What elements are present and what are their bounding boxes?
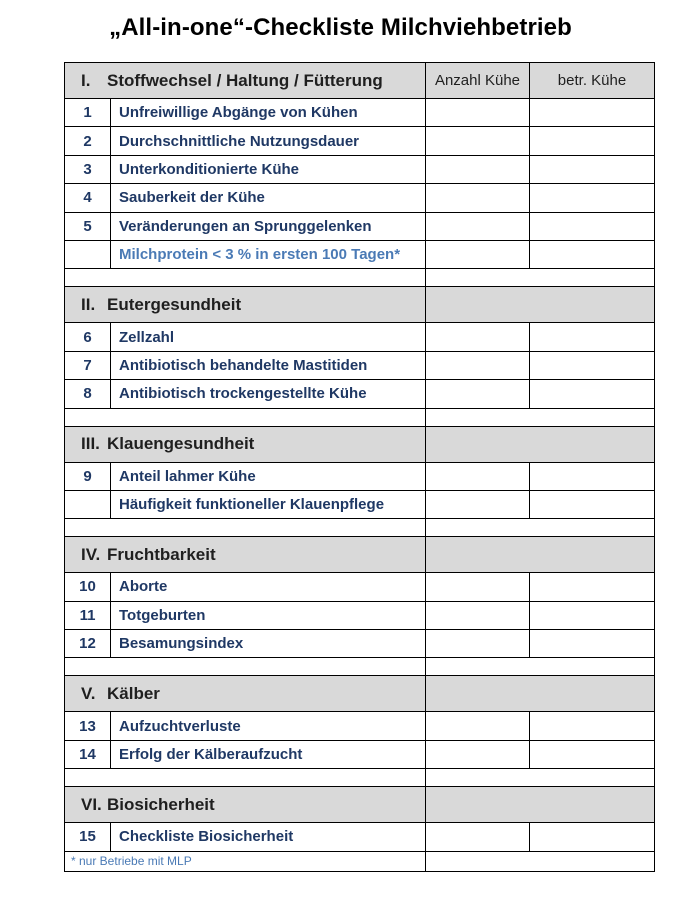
row-label: Unfreiwillige Abgänge von Kühen xyxy=(111,99,426,127)
section-name: Kälber xyxy=(107,683,160,703)
row-label: Anteil lahmer Kühe xyxy=(111,462,426,490)
section-title xyxy=(65,63,426,99)
betr-kuehe-cell[interactable] xyxy=(530,490,655,518)
table-row xyxy=(65,740,655,768)
table-row xyxy=(65,99,655,127)
section-roman-numeral: IV. xyxy=(81,544,101,564)
row-label: Aborte xyxy=(111,573,426,601)
section-name: Fruchtbarkeit xyxy=(107,544,216,564)
spacer-cell xyxy=(65,408,426,426)
table-row xyxy=(65,380,655,408)
anzahl-kuehe-cell[interactable] xyxy=(426,573,530,601)
checklist-table xyxy=(64,62,655,872)
anzahl-kuehe-cell[interactable] xyxy=(426,490,530,518)
table-row xyxy=(65,351,655,379)
spacer-row xyxy=(65,408,655,426)
table-row xyxy=(65,823,655,851)
column-header-anzahl-kuehe: Anzahl Kühe xyxy=(426,63,530,99)
anzahl-kuehe-cell[interactable] xyxy=(426,184,530,212)
betr-kuehe-cell[interactable] xyxy=(530,99,655,127)
row-label: Milchprotein < 3 % in ersten 100 Tagen* xyxy=(111,240,426,268)
betr-kuehe-cell[interactable] xyxy=(530,601,655,629)
betr-kuehe-cell[interactable] xyxy=(530,184,655,212)
anzahl-kuehe-cell[interactable] xyxy=(426,462,530,490)
section-header-fill xyxy=(426,426,655,462)
row-number: 10 xyxy=(65,573,111,601)
section-roman-numeral: I. xyxy=(81,70,91,90)
section-title xyxy=(65,537,426,573)
row-label: Antibiotisch behandelte Mastitiden xyxy=(111,351,426,379)
section-name: Stoffwechsel / Haltung / Fütterung xyxy=(107,70,383,90)
table-row xyxy=(65,630,655,658)
spacer-row xyxy=(65,658,655,676)
section-name: Klauengesundheit xyxy=(107,434,255,454)
anzahl-kuehe-cell[interactable] xyxy=(426,212,530,240)
row-number: 11 xyxy=(65,601,111,629)
anzahl-kuehe-cell[interactable] xyxy=(426,240,530,268)
spacer-cell xyxy=(426,269,655,287)
section-header xyxy=(65,426,655,462)
section-header xyxy=(65,537,655,573)
anzahl-kuehe-cell[interactable] xyxy=(426,712,530,740)
section-header xyxy=(65,287,655,323)
spacer-cell xyxy=(426,408,655,426)
table-row xyxy=(65,127,655,155)
row-number: 14 xyxy=(65,740,111,768)
row-label: Checkliste Biosicherheit xyxy=(111,823,426,851)
spacer-cell xyxy=(426,769,655,787)
row-number: 7 xyxy=(65,351,111,379)
row-number: 3 xyxy=(65,155,111,183)
footnote: * nur Betriebe mit MLP xyxy=(65,851,426,871)
row-number: 12 xyxy=(65,630,111,658)
anzahl-kuehe-cell[interactable] xyxy=(426,323,530,351)
anzahl-kuehe-cell[interactable] xyxy=(426,155,530,183)
column-header-betr-kuehe: betr. Kühe xyxy=(530,63,655,99)
section-title xyxy=(65,787,426,823)
row-label: Besamungsindex xyxy=(111,630,426,658)
row-label: Unterkonditionierte Kühe xyxy=(111,155,426,183)
row-label: Durchschnittliche Nutzungsdauer xyxy=(111,127,426,155)
row-number: 5 xyxy=(65,212,111,240)
section-roman-numeral: II. xyxy=(81,294,96,314)
row-number: 6 xyxy=(65,323,111,351)
section-title xyxy=(65,426,426,462)
section-header-fill xyxy=(426,287,655,323)
betr-kuehe-cell[interactable] xyxy=(530,212,655,240)
spacer-cell xyxy=(65,519,426,537)
table-row xyxy=(65,601,655,629)
table-row xyxy=(65,323,655,351)
table-row xyxy=(65,212,655,240)
spacer-cell xyxy=(65,769,426,787)
row-number xyxy=(65,490,111,518)
section-name: Eutergesundheit xyxy=(107,294,242,314)
section-header-fill xyxy=(426,537,655,573)
footnote-row xyxy=(65,851,655,871)
betr-kuehe-cell[interactable] xyxy=(530,823,655,851)
section-header xyxy=(65,63,655,99)
anzahl-kuehe-cell[interactable] xyxy=(426,630,530,658)
betr-kuehe-cell[interactable] xyxy=(530,240,655,268)
row-number xyxy=(65,240,111,268)
section-header xyxy=(65,787,655,823)
row-number: 2 xyxy=(65,127,111,155)
spacer-row xyxy=(65,769,655,787)
row-label: Antibiotisch trockengestellte Kühe xyxy=(111,380,426,408)
table-row xyxy=(65,155,655,183)
table-row xyxy=(65,490,655,518)
anzahl-kuehe-cell[interactable] xyxy=(426,99,530,127)
betr-kuehe-cell[interactable] xyxy=(530,380,655,408)
section-header-fill xyxy=(426,787,655,823)
table-row xyxy=(65,240,655,268)
section-title xyxy=(65,287,426,323)
row-label: Veränderungen an Sprunggelenken xyxy=(111,212,426,240)
row-number: 15 xyxy=(65,823,111,851)
row-label: Sauberkeit der Kühe xyxy=(111,184,426,212)
betr-kuehe-cell[interactable] xyxy=(530,630,655,658)
betr-kuehe-cell[interactable] xyxy=(530,740,655,768)
row-label: Zellzahl xyxy=(111,323,426,351)
spacer-cell xyxy=(426,519,655,537)
section-roman-numeral: VI. xyxy=(81,794,102,814)
spacer-row xyxy=(65,519,655,537)
row-label: Erfolg der Kälberaufzucht xyxy=(111,740,426,768)
row-number: 13 xyxy=(65,712,111,740)
section-name: Biosicherheit xyxy=(107,794,215,814)
spacer-row xyxy=(65,269,655,287)
betr-kuehe-cell[interactable] xyxy=(530,573,655,601)
table-row xyxy=(65,184,655,212)
section-roman-numeral: V. xyxy=(81,683,96,703)
betr-kuehe-cell[interactable] xyxy=(530,127,655,155)
anzahl-kuehe-cell[interactable] xyxy=(426,740,530,768)
row-label: Aufzuchtverluste xyxy=(111,712,426,740)
row-number: 4 xyxy=(65,184,111,212)
spacer-cell xyxy=(426,658,655,676)
table-row xyxy=(65,712,655,740)
spacer-cell xyxy=(65,269,426,287)
betr-kuehe-cell[interactable] xyxy=(530,155,655,183)
row-number: 9 xyxy=(65,462,111,490)
footnote-fill xyxy=(426,851,655,871)
row-label: Totgeburten xyxy=(111,601,426,629)
table-row xyxy=(65,462,655,490)
betr-kuehe-cell[interactable] xyxy=(530,351,655,379)
betr-kuehe-cell[interactable] xyxy=(530,462,655,490)
section-roman-numeral: III. xyxy=(81,434,100,454)
anzahl-kuehe-cell[interactable] xyxy=(426,380,530,408)
betr-kuehe-cell[interactable] xyxy=(530,712,655,740)
section-title xyxy=(65,676,426,712)
spacer-cell xyxy=(65,658,426,676)
betr-kuehe-cell[interactable] xyxy=(530,323,655,351)
anzahl-kuehe-cell[interactable] xyxy=(426,351,530,379)
anzahl-kuehe-cell[interactable] xyxy=(426,601,530,629)
anzahl-kuehe-cell[interactable] xyxy=(426,823,530,851)
row-label: Häufigkeit funktioneller Klauenpflege xyxy=(111,490,426,518)
row-number: 1 xyxy=(65,99,111,127)
section-header xyxy=(65,676,655,712)
row-number: 8 xyxy=(65,380,111,408)
section-header-fill xyxy=(426,676,655,712)
page-title: „All-in-one“-Checkliste Milchviehbetrieb xyxy=(109,14,572,41)
anzahl-kuehe-cell[interactable] xyxy=(426,127,530,155)
table-row xyxy=(65,573,655,601)
